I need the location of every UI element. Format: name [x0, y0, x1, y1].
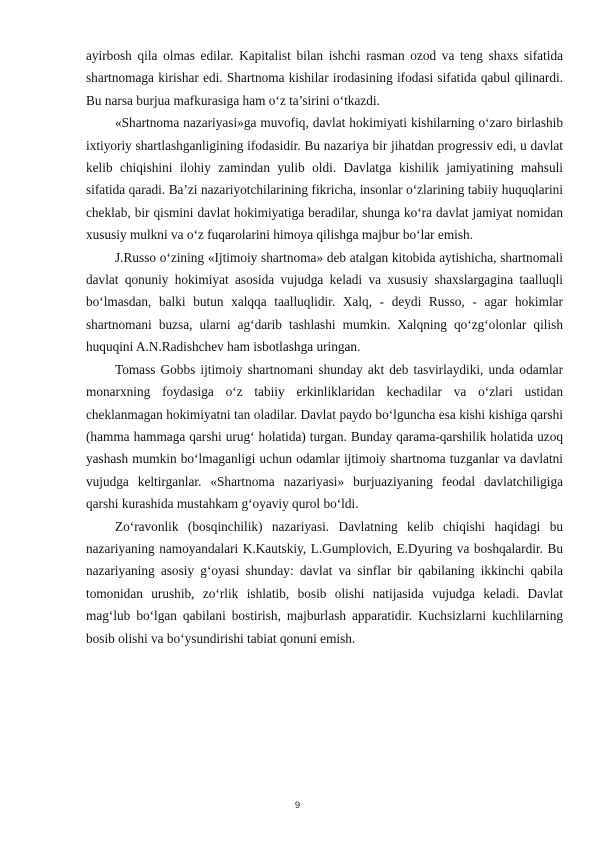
- page-number: 9: [294, 800, 301, 811]
- paragraph-continuation: ayirbosh qila olmas edilar. Kapitalist bilan ishchi rasman ozod va teng shaxs sifatida shartnomaga kirishar edi. Shartnoma kishilar irodasining ifodasi sifatida qabul qilinardi. Bu narsa burjua mafkurasiga ham o‘z ta’sirini o‘tkazdi.: [86, 48, 563, 108]
- paragraph-zoravonlik-nazariyasi: Zo‘ravonlik (bosqinchilik) nazariyasi. Davlatning kelib chiqishi haqidagi bu nazariyaning namoyandalari K.Kautskiy, L.Gumplovich, E.Dyuring va boshqalardir. Bu nazariyaning asosiy g‘oyasi shunday: davlat va sinflar bir qabilaning ikkinchi qabila tomonidan urushib, zo‘rlik ishlatib, bosib olishi natijasida vujudga keladi. Davlat mag‘lub bo‘lgan qabilani bostirish, majburlash apparatidir. Kuchsizlarni kuchlilarning bosib olishi va bo‘ysundirishi tabiat qonuni emish.: [86, 518, 563, 646]
- paragraph-shartnoma-nazariyasi: «Shartnoma nazariyasi»ga muvofiq, davlat hokimiyati kishilarning o‘zaro birlashib ixtiyoriy shartlashganligining ifodasidir. Bu nazariya bir jihatdan progressiv edi, u davlat kelib chiqishini ilohiy zamindan yulib oldi. Davlatga kishilik jamiyatining mahsuli sifatida qaradi. Ba’zi nazariyotchilarining fikricha, insonlar o‘zlarining tabiiy huquqlarini cheklab, bir qismini davlat hokimiyatiga beradilar, shunga ko‘ra davlat jamiyat nomidan xususiy mulkni va o‘z fuqarolarini himoya qilishga majbur bo‘lar emish.: [86, 115, 563, 243]
- body-text: [86, 45, 563, 650]
- paragraph-russo: J.Russo o‘zining «Ijtimoiy shartnoma» deb atalgan kitobida aytishicha, shartnomali davlat qonuniy hokimiyat asosida vujudga keladi va xususiy shaxslargagina taalluqli bo‘lmasdan, balki butun xalqqa taalluqlidir. Xalq, - deydi Russo, - agar hokimlar shartnomani buzsa, ularni ag‘darib tashlashi mumkin. Xalqning qo‘zg‘olonlar qilish huquqini A.N.Radishchev ham isbotlashga uringan.: [86, 249, 563, 355]
- paragraph-gobbs: Tomass Gobbs ijtimoiy shartnomani shunday akt deb tasvirlaydiki, unda odamlar monarxning foydasiga o‘z tabiiy erkinliklaridan kechadilar va o‘zlari ustidan cheklanmagan hokimiyatni tan oladilar. Davlat paydo bo‘lguncha esa kishi kishiga qarshi (hamma hammaga qarshi urug‘ holatida) turgan. Bunday qarama-qarshilik holatida uzoq yashash mumkin bo‘lmaganligi uchun odamlar ijtimoiy shartnoma tuzganlar va davlatni vujudga keltirganlar. «Shartnoma nazariyasi» burjuaziyaning feodal davlatchiligiga qarshi kurashida mustahkam g‘oyaviy qurol bo‘ldi.: [86, 361, 563, 512]
